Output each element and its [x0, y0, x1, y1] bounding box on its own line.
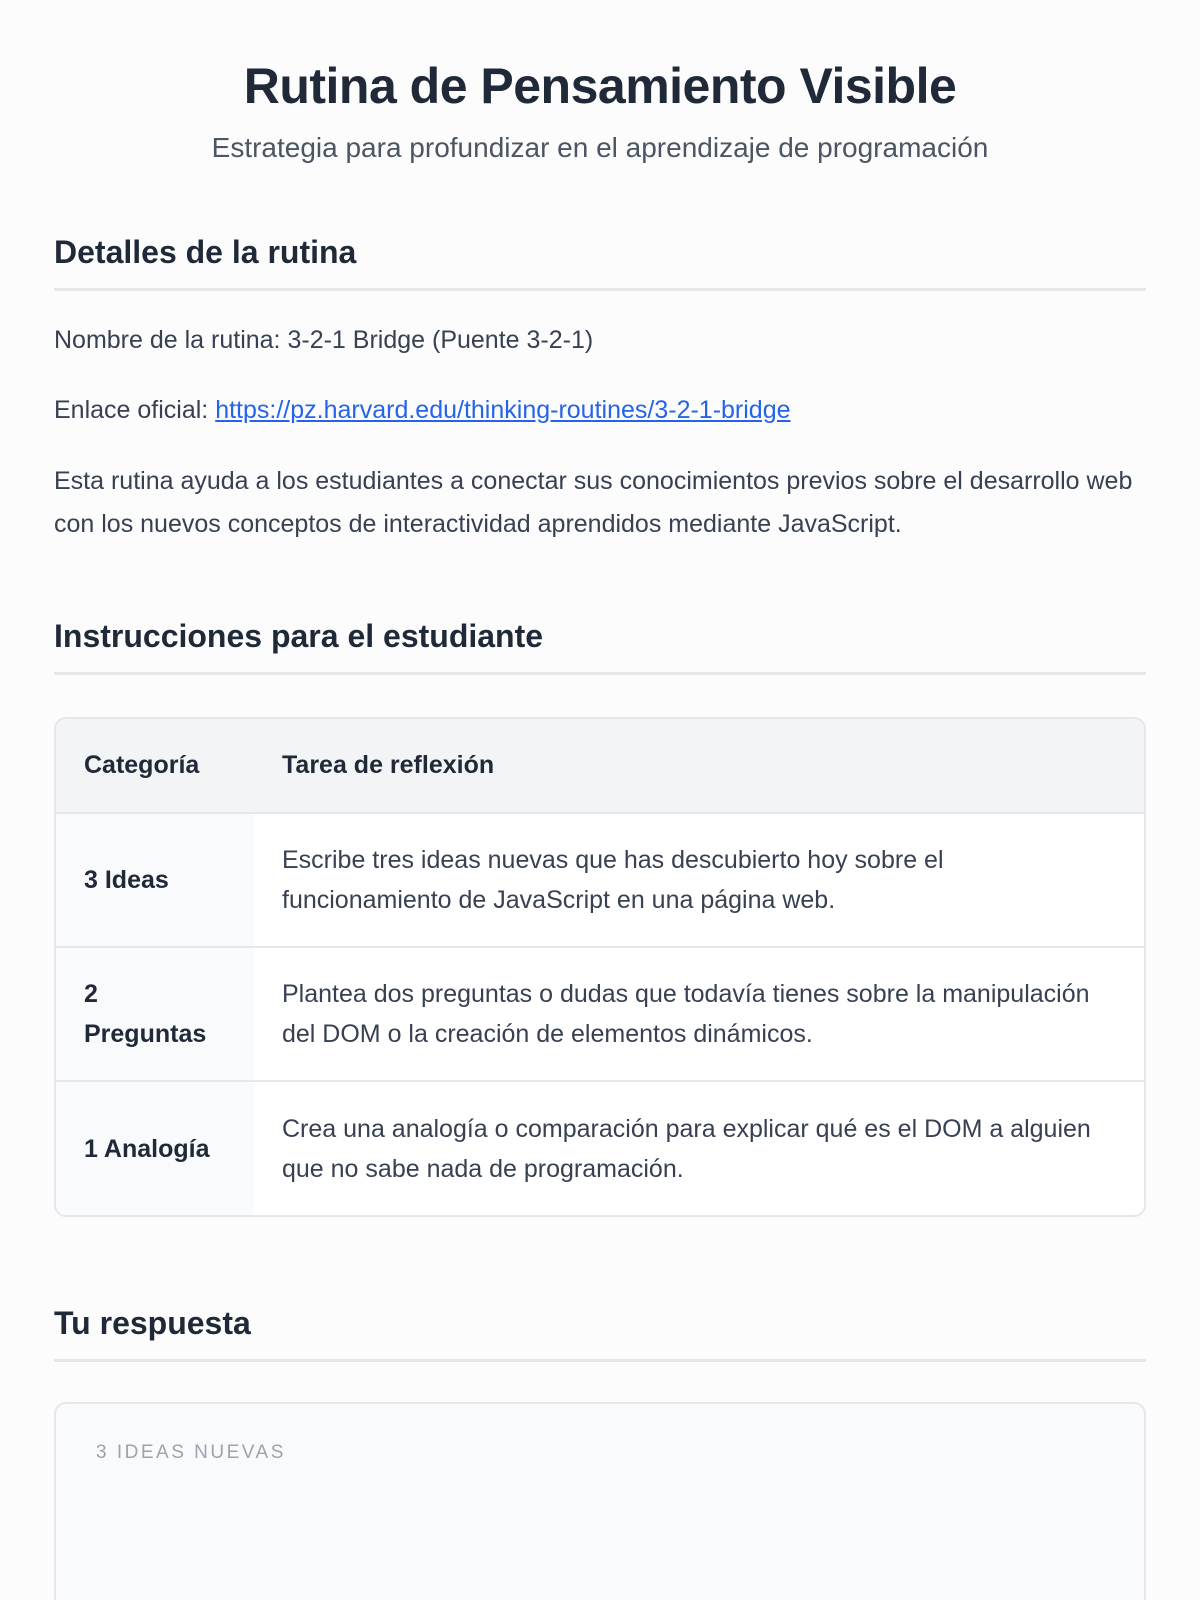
response-section: [54, 1303, 1146, 1600]
response-heading: Tu respuesta: [54, 1303, 1146, 1362]
row-category: 2 Preguntas: [56, 947, 254, 1081]
routine-name-line: [54, 325, 1146, 355]
ideas-field-label: 3 IDEAS NUEVAS: [96, 1442, 286, 1463]
official-link-line: [54, 395, 1146, 425]
column-header-task: Tarea de reflexión: [254, 719, 1144, 813]
routine-name-label: Nombre de la rutina:: [54, 326, 281, 354]
row-category: 1 Analogía: [56, 1081, 254, 1215]
instructions-section: [54, 616, 1146, 1217]
official-link-label: Enlace oficial:: [54, 396, 209, 424]
table-header-row: [56, 719, 1144, 813]
routine-description: Esta rutina ayuda a los estudiantes a conectar sus conocimientos previos sobre el desarrollo web con los nuevos conceptos de interactividad aprendidos mediante JavaScript.: [54, 467, 1133, 538]
row-task: Plantea dos preguntas o dudas que todavía tienes sobre la manipulación del DOM o la creación de elementos dinámicos.: [254, 947, 1144, 1081]
table-row: [56, 1081, 1144, 1215]
table-row: [56, 947, 1144, 1081]
ideas-response-card[interactable]: [54, 1402, 1146, 1600]
instructions-table: [54, 717, 1146, 1217]
official-link[interactable]: https://pz.harvard.edu/thinking-routines/3-2-1-bridge: [215, 396, 791, 424]
details-section: [54, 232, 1146, 546]
page-header: [54, 0, 1146, 166]
row-task: Crea una analogía o comparación para explicar qué es el DOM a alguien que no sabe nada de programación.: [282, 1114, 1091, 1183]
instructions-heading: Instrucciones para el estudiante: [54, 616, 1146, 675]
details-heading: Detalles de la rutina: [54, 232, 1146, 291]
page-subtitle: Estrategia para profundizar en el aprendizaje de programación: [211, 132, 989, 163]
table-row: [56, 813, 1144, 947]
page-title: Rutina de Pensamiento Visible: [243, 58, 957, 114]
row-category: 3 Ideas: [56, 813, 254, 947]
column-header-category: Categoría: [56, 719, 254, 813]
routine-name-value: 3-2-1 Bridge (Puente 3-2-1): [287, 326, 594, 354]
row-task: Escribe tres ideas nuevas que has descubierto hoy sobre el funcionamiento de JavaScript en una página web.: [254, 813, 1144, 947]
